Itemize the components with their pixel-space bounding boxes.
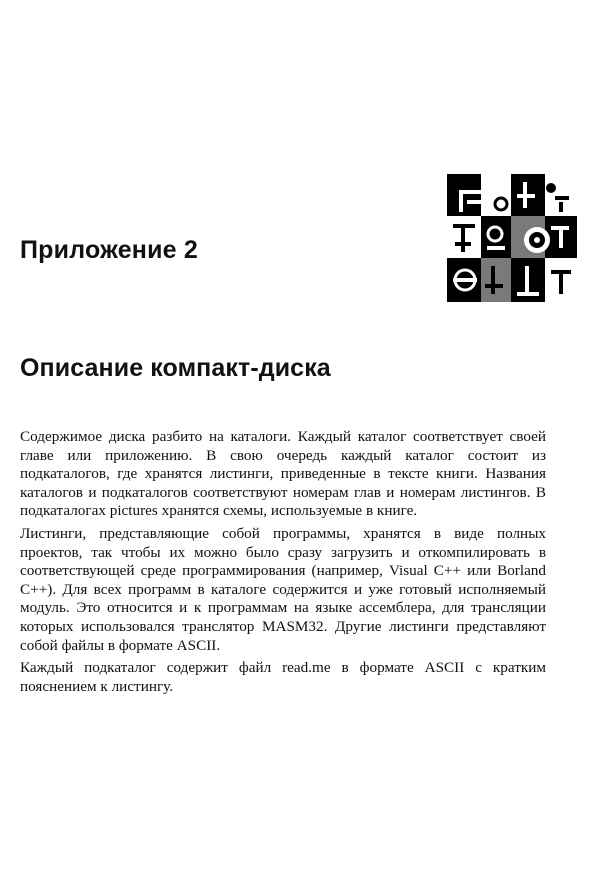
appendix-label: Приложение 2 bbox=[20, 236, 199, 264]
chapter-ornament-icon bbox=[447, 174, 577, 302]
paragraph: Листинги, представляющие собой программы, хранятся в виде полных проектов, так чтобы их можно было сразу загрузить и откомпилировать в соответствующей среде программирования (например, Visual C++ или Borland C++). Для всех программ в каталоге содержится и уже готовый исполняемый модуль. Это относится и к программам на языке ассемблера, для трансляции которых использовался транслятор MASM32. Другие листинги представляют собой файлы в формате ASCII. bbox=[20, 524, 546, 654]
body-text bbox=[20, 428, 546, 700]
chapter-title: Описание компакт-диска bbox=[20, 354, 331, 382]
paragraph: Каждый подкаталог содержит файл read.me в формате ASCII с кратким пояснением к листингу. bbox=[20, 659, 546, 695]
paragraph: Содержимое диска разбито на каталоги. Каждый каталог соответствует своей главе или приложению. В свою очередь каждый каталог состоит из подкаталогов, где хранятся листинги, приведенные в тексте книги. Названия каталогов и подкаталогов соответствуют номерам глав и номерам листингов. В подкаталогах pictures хранятся схемы, используемые в книге. bbox=[20, 428, 546, 520]
